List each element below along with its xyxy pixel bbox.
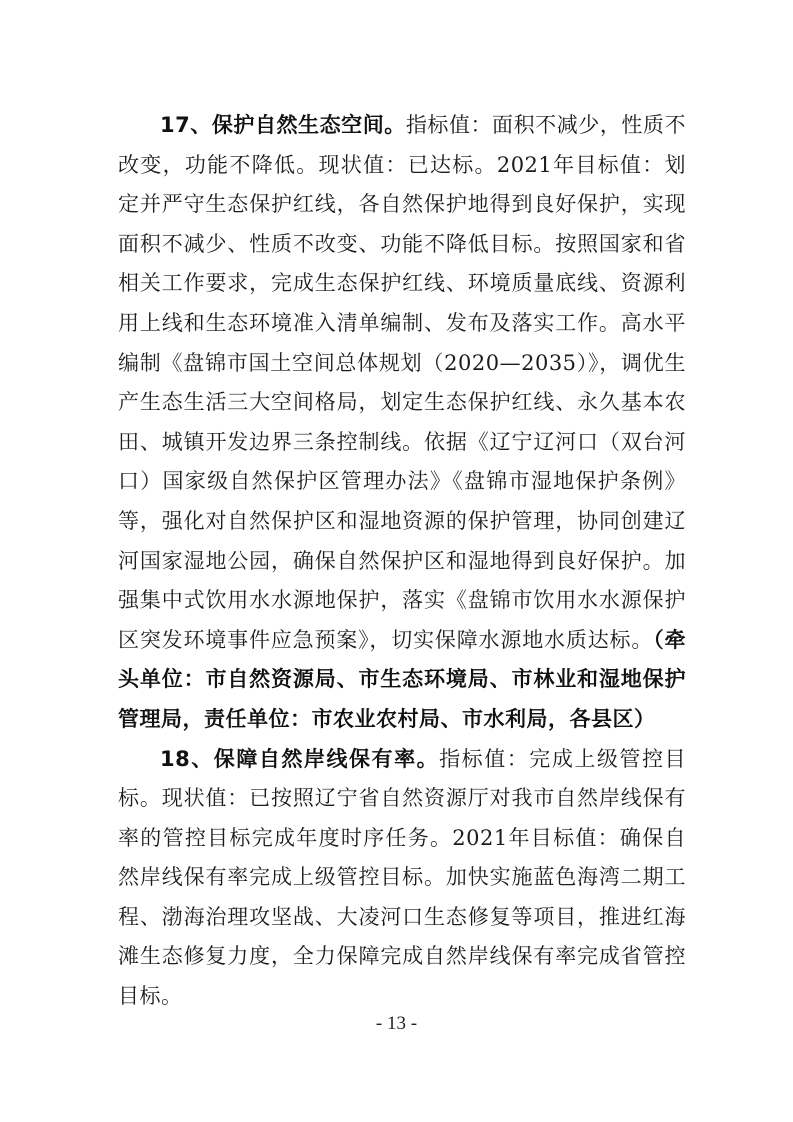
paragraph-17-body: 指标值：面积不减少，性质不改变，功能不降低。现状值：已达标。2021年目标值：划定并严守生态保护红线，各自然保护地得到良好保护，实现面积不减少、性质不改变、功能不降低目标。按照国家和省相关工作要求，完成生态保护红线、环境质量底线、资源利用上线和生态环境准入清单编制、发布及落实工作。高水平编制《盘锦市国土空间总体规划（2020—2035）》，调优生产生态生活三大空间格局，划定生态保护红线、永久基本农田、城镇开发边界三条控制线。依据《辽宁辽河口（双台河口）国家级自然保护区管理办法》《盘锦市湿地保护条例》等，强化对自然保护区和湿地资源的保护管理，协同创建辽河国家湿地公园，确保自然保护区和湿地得到良好保护。加强集中式饮用水水源地保护，落实《盘锦市饮用水水源保护区突发环境事件应急预案》，切实保障水源地水质达标。 — [118, 113, 686, 652]
paragraph-18-heading: 18、保障自然岸线保有率。 — [160, 746, 440, 771]
paragraph-18-body: 指标值：完成上级管控目标。现状值：已按照辽宁省自然资源厅对我市自然岸线保有率的管控目标完成年度时序任务。2021年目标值：确保自然岸线保有率完成上级管控目标。加快实施蓝色海湾二期工程、渤海治理攻坚战、大凌河口生态修复等项目，推进红海滩生态修复力度，全力保障完成自然岸线保有率完成省管控目标。 — [118, 746, 686, 1009]
page-number: - 13 - — [375, 1013, 418, 1034]
paragraph-18 — [118, 740, 686, 1017]
paragraph-17-responsible-units: （牵头单位：市自然资源局、市生态环境局、市林业和湿地保护管理局，责任单位：市农业农村局、市水利局，各县区） — [118, 627, 686, 731]
paragraph-17 — [118, 106, 686, 740]
document-body — [118, 106, 686, 1017]
paragraph-17-heading: 17、保护自然生态空间。 — [160, 113, 406, 137]
